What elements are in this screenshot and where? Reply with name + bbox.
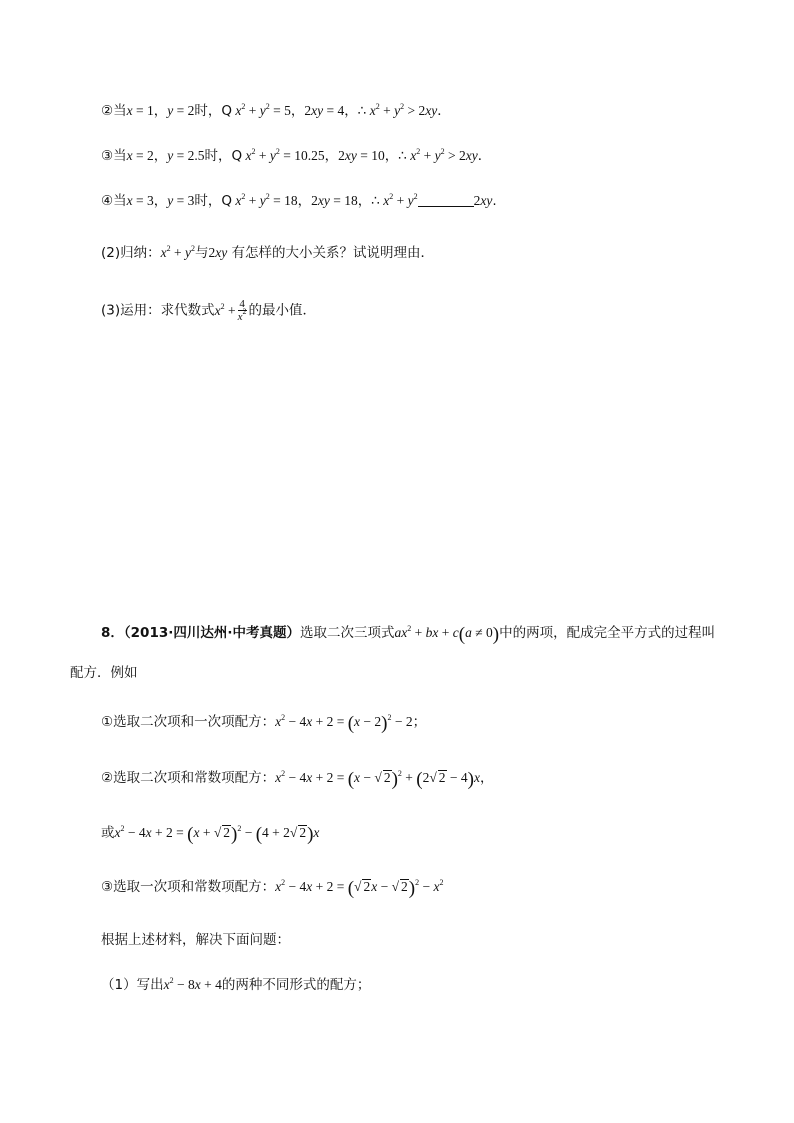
case-4-label: ④当 (101, 193, 127, 209)
case-2-label: ②当 (101, 103, 127, 119)
problem-8-line-2: 配方．例如 (70, 665, 138, 681)
example-3-label: ③选取一次项和常数项配方： (101, 879, 276, 895)
therefore-symbol: ∴ (357, 103, 367, 119)
case-3-line: ③当x = 2，y = 2.5时，Q $x^2 + y^2 = 10.25$，2xy = 10，∴ $x^2 + y^2 > 2xy$． (101, 147, 492, 164)
instruction-line: 根据上述材料，解决下面问题： (101, 932, 290, 948)
because-symbol: Q (231, 148, 243, 164)
because-symbol: Q (221, 103, 232, 119)
example-1-line: ①选取二次项和一次项配方：$x^2 - 4x + 2 = (x - 2)^2 - 2$； (101, 713, 427, 734)
sub-question-1-label: （1）写出 (101, 977, 164, 993)
example-2-label: ②选取二次项和常数项配方： (101, 770, 276, 786)
therefore-symbol: ∴ (371, 193, 380, 209)
therefore-symbol: ∴ (398, 148, 407, 164)
question-2-label: (2)归纳： (101, 245, 161, 261)
problem-source: （2013·四川达州·中考真题） (123, 625, 300, 641)
question-3-label: (3)运用：求代数式 (101, 302, 215, 319)
answer-blank[interactable] (418, 194, 474, 207)
case-2-line: ②当x = 1，y = 2时，Q $x^2 + y^2 = 5$，2xy = 4，∴ $x^2 + y^2 > 2xy$． (101, 102, 451, 119)
problem-8-line-1: 8．（2013·四川达州·中考真题）选取二次三项式$ax^2$ + bx + c(a ≠ 0)中的两项，配成完全平方式的过程叫 (101, 624, 716, 645)
question-2-line: (2)归纳：$x^2 + y^2$与2xy 有怎样的大小关系？试说明理由． (101, 244, 435, 261)
case-3-label: ③当 (101, 148, 127, 164)
example-2b-line: 或$x^2 - 4x + 2 = (x$ + √ 2)$^2$ − (4 + 2√ 2)x (101, 824, 320, 845)
math-expr: x = 1 (126, 103, 154, 118)
example-2-line: ②选取二次项和常数项配方：$x^2 - 4x + 2 = (x$ − √ 2)$^2$ + (2√ 2 − 4)x， (101, 769, 494, 790)
case-4-line: ④当x = 3，y = 3时，Q $x^2 + y^2 = 18$，2xy = 18，∴ $x^2 + y^2$ 2xy. (101, 192, 497, 209)
problem-number: 8． (101, 625, 124, 641)
question-3-line: (3)运用：求代数式$x^2$ + $\frac{4}{x^2}$ 的最小值． (101, 298, 317, 323)
example-1-label: ①选取二次项和一次项配方： (101, 714, 276, 730)
fraction: $\frac{4}{x^2}$ (237, 298, 247, 323)
example-3-line: ③选取一次项和常数项配方：$x^2 - 4x + 2$ = (√ 2x − √ $2)^2 - x^2$ (101, 878, 444, 899)
because-symbol: Q (221, 193, 232, 209)
sub-question-1-line: （1）写出$x^2 - 8x + 4$的两种不同形式的配方； (101, 976, 371, 993)
